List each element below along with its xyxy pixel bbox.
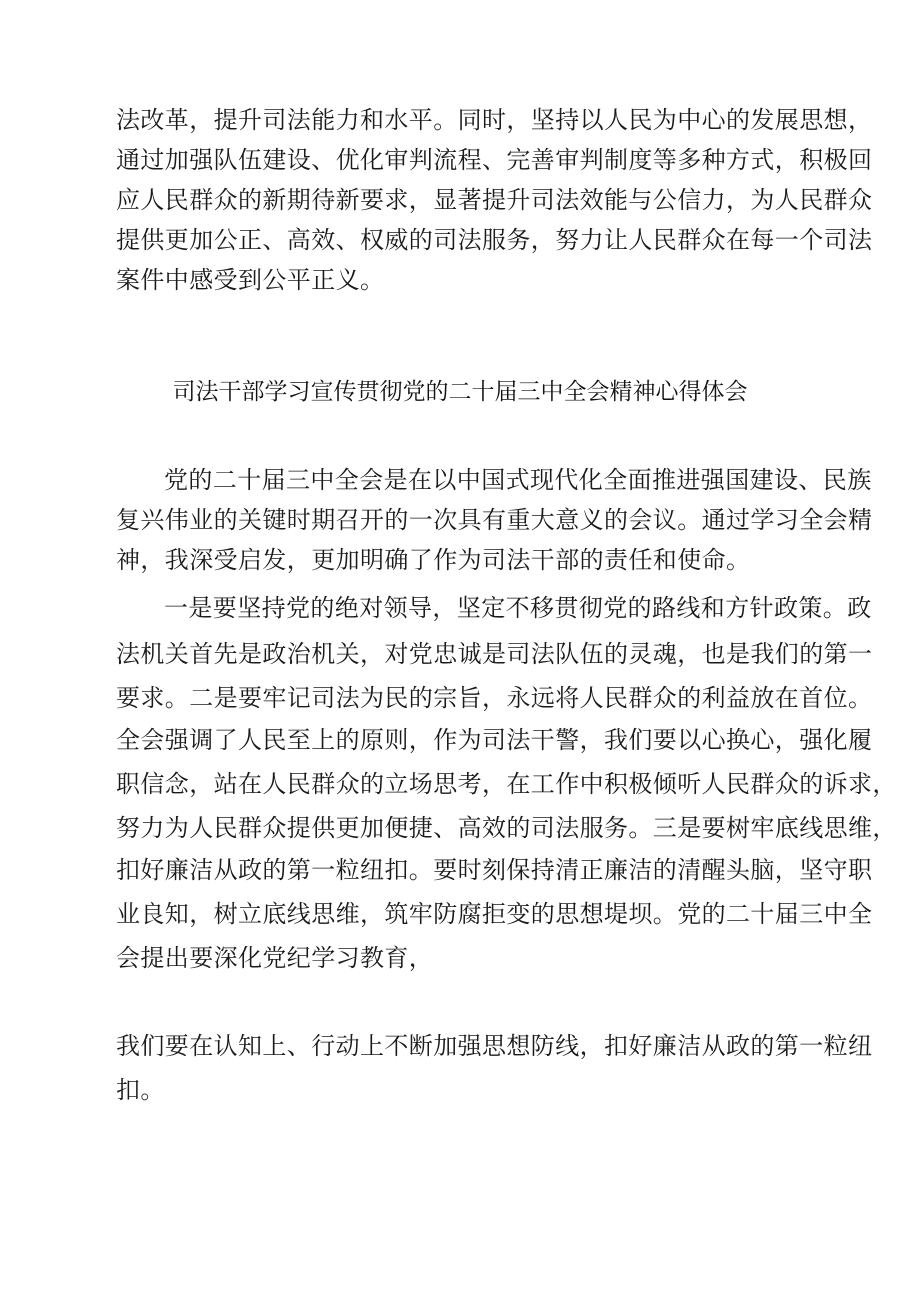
text-line: 职信念，站在人民群众的立场思考，在工作中积极倾听人民群众的诉求，: [116, 770, 897, 798]
text-line: 会提出要深化党纪学习教育，: [116, 944, 434, 972]
text-line: 要求。二是要牢记司法为民的宗旨，永远将人民群众的利益放在首位。: [116, 684, 873, 712]
text-line: 应人民群众的新期待新要求，显著提升司法效能与公信力，为人民群众: [116, 186, 873, 214]
text-line: 党的二十届三中全会是在以中国式现代化全面推进强国建设、民族: [164, 466, 872, 494]
text-line: 提供更加公正、高效、权威的司法服务，努力让人民群众在每一个司法: [116, 226, 873, 254]
text-line: 业良知，树立底线思维，筑牢防腐拒变的思想堤坝。党的二十届三中全: [116, 900, 873, 928]
text-line: 案件中感受到公平正义。: [116, 266, 385, 294]
text-line: 扣好廉洁从政的第一粒纽扣。要时刻保持清正廉洁的清醒头脑，坚守职: [116, 856, 873, 884]
text-line: 努力为人民群众提供更加便捷、高效的司法服务。三是要树牢底线思维，: [116, 814, 897, 842]
text-line: 我们要在认知上、行动上不断加强思想防线，扣好廉洁从政的第一粒纽: [116, 1032, 873, 1060]
text-line: 神，我深受启发，更加明确了作为司法干部的责任和使命。: [116, 546, 751, 574]
text-line: 全会强调了人民至上的原则，作为司法干警，我们要以心换心，强化履: [116, 726, 873, 754]
text-line: 法改革，提升司法能力和水平。同时，坚持以人民为中心的发展思想，: [116, 106, 873, 134]
article-title: 司法干部学习宣传贯彻党的二十届三中全会精神心得体会: [172, 379, 748, 405]
text-line: 复兴伟业的关键时期召开的一次具有重大意义的会议。通过学习全会精: [116, 506, 873, 534]
text-line: 扣。: [116, 1076, 165, 1104]
text-line: 一是要坚持党的绝对领导，坚定不移贯彻党的路线和方针政策。政: [164, 594, 872, 622]
text-line: 法机关首先是政治机关，对党忠诚是司法队伍的灵魂，也是我们的第一: [116, 640, 873, 668]
text-line: 通过加强队伍建设、优化审判流程、完善审判制度等多种方式，积极回: [116, 146, 873, 174]
